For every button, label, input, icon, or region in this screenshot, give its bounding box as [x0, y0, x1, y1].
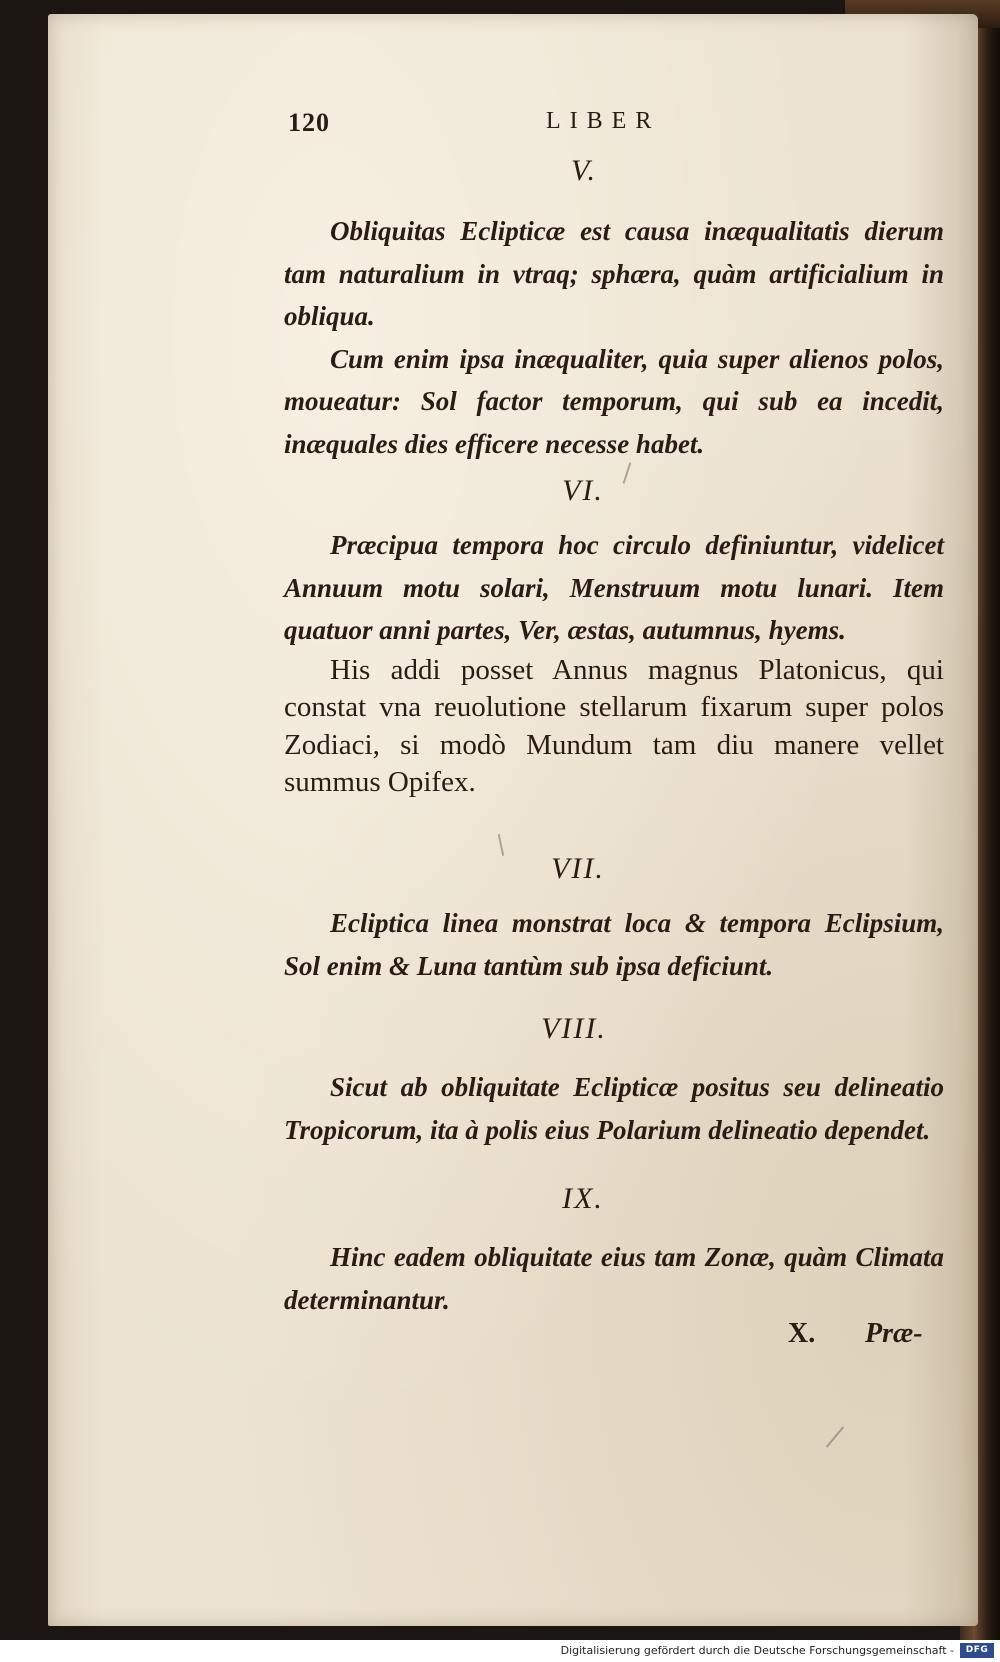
section-ix: [284, 1236, 944, 1321]
section-number: IX.: [562, 1182, 604, 1215]
page-header: [48, 108, 978, 148]
catchword-number: X.: [788, 1318, 816, 1349]
dfg-logo: DFG: [960, 1643, 994, 1658]
section-number: VIII.: [541, 1012, 607, 1045]
paragraph: Sicut ab obliquitate Eclipticæ positus seu delineatio Tropicorum, ita à polis eius Polarium delineatio dependet.: [284, 1072, 944, 1145]
section-viii: [284, 1066, 944, 1151]
paragraph: Hinc eadem obliquitate eius tam Zonæ, quàm Climata determinantur.: [284, 1242, 944, 1315]
running-head: LIBER: [546, 108, 661, 134]
section-number: VII.: [551, 852, 605, 885]
catchword-text: Præ-: [865, 1318, 923, 1349]
paragraph: Ecliptica linea monstrat loca & tempora Eclipsium, Sol enim & Luna tantùm sub ipsa deficiunt.: [284, 908, 944, 981]
section-vi: [284, 524, 944, 802]
paragraph: Obliquitas Eclipticæ est causa inæqualitatis dierum tam naturalium in vtraq; sphæra, quàm artificialium in obliqua.: [284, 216, 944, 331]
paper-blemish: [498, 834, 505, 856]
paper-blemish: [826, 1426, 844, 1447]
footer-credit: Digitalisierung gefördert durch die Deutsche Forschungsgemeinschaft -: [560, 1644, 954, 1657]
paragraph: Præcipua tempora hoc circulo definiuntur, videlicet Annuum motu solari, Menstruum motu lunari. Item quatuor anni partes, Ver, æstas, autumnus, hyems.: [284, 530, 944, 645]
paragraph: Cum enim ipsa inæqualiter, quia super alienos polos, moueatur: Sol factor temporum, qui sub ea incedit, inæquales dies efficere necesse habet.: [284, 343, 944, 459]
book-page: [48, 14, 978, 1626]
digitization-footer: [0, 1640, 1000, 1662]
section-vii: [284, 902, 944, 987]
section-v: [284, 210, 944, 465]
section-number: V.: [571, 154, 597, 187]
paragraph: His addi posset Annus magnus Platonicus, qui constat vna reuolutione stellarum fixarum super polos Zodiaci, si modò Mundum tam diu manere vellet summus Opifex.: [284, 653, 944, 798]
catchword: [788, 1318, 923, 1350]
section-number: VI.: [562, 474, 604, 507]
page-number: 120: [288, 108, 330, 137]
